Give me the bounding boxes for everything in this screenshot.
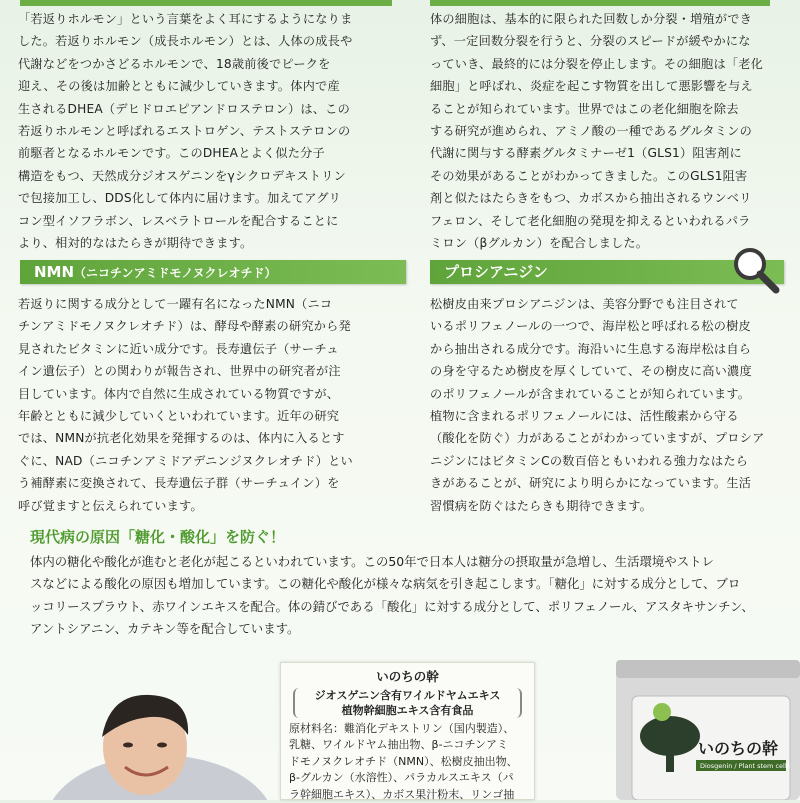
text-line: で包接加工し、DDS化して体内に届けます。加えてアグリ	[18, 187, 398, 209]
text-line: コン型イソフラボン、レスベラトロールを配合することに	[18, 210, 398, 232]
text-line: の身を守るため樹皮を厚くしていて、その樹皮に高い濃度	[430, 360, 795, 382]
left-top-text	[18, 8, 398, 254]
label-ingredient-line: 原材料名：難消化デキストリン（国内製造）、	[289, 721, 526, 738]
text-line: ぐに、NAD（ニコチンアミドアデニンジヌクレオチド）とい	[18, 450, 398, 472]
text-line: 生されるDHEA（デヒドロエピアンドロステロン）は、この	[18, 98, 398, 120]
label-title: いのちの幹	[289, 669, 526, 686]
text-line: う補酵素に変換されて、長寿遺伝子群（サーチュイン）を	[18, 472, 398, 494]
right-top-text	[430, 8, 795, 254]
magnifier-icon	[730, 244, 782, 296]
text-line: ミロン（βグルカン）を配合しました。	[430, 232, 795, 254]
label-subtitle-line: ジオスゲニン含有ワイルドヤムエキス	[295, 688, 520, 703]
lower-paragraph	[30, 551, 790, 641]
text-line: 代謝に関与する酵素グルタミナーゼ1（GLS1）阻害剤に	[430, 142, 795, 164]
text-line: 習慣病を防ぐはたらきも期待できます。	[430, 495, 795, 517]
label-ingredient-line: ドモノヌクレオチド（NMN）、松樹皮抽出物、	[289, 754, 526, 771]
text-line: 体内の糖化や酸化が進むと老化が起こるといわれています。この50年で日本人は糖分の摂取量が急増し、生活環境やストレ	[30, 551, 790, 573]
text-line: 若返りに関する成分として一躍有名になったNMN（ニコ	[18, 293, 398, 315]
text-line: アントシアニン、カテキン等を配合しています。	[30, 618, 790, 640]
product-label	[280, 662, 535, 800]
banner-subtitle: （ニコチンアミドモノヌクレオチド）	[74, 266, 276, 280]
text-line: その効果があることがわかってきました。このGLS1阻害	[430, 165, 795, 187]
text-line: 代謝などをつかさどるホルモンで、18歳前後でピークを	[18, 53, 398, 75]
text-line: 目しています。体内で自然に生成されている物質ですが、	[18, 383, 398, 405]
text-line: 植物に含まれるポリフェノールには、活性酸素から守る	[430, 405, 795, 427]
text-line: 体の細胞は、基本的に限られた回数しか分裂・増殖ができ	[430, 8, 795, 30]
top-banner-right-remnant	[430, 0, 770, 6]
label-ingredient-line: ラ幹細胞エキス）、カボス果汁粉末、リンゴ抽	[289, 787, 526, 803]
banner-title: プロシアニジン	[444, 263, 548, 281]
package-brand: いのちの幹	[698, 739, 778, 758]
text-line: では、NMNが抗老化効果を発揮するのは、体内に入るとす	[18, 427, 398, 449]
text-line: フェロン、そして老化細胞の発現を抑えるといわれるパラ	[430, 210, 795, 232]
text-line: 若返りホルモンと呼ばれるエストロゲン、テストステロンの	[18, 120, 398, 142]
text-line: チンアミドモノヌクレオチド）は、酵母や酵素の研究から発	[18, 315, 398, 337]
text-line: のポリフェノールが含まれていることが知られています。	[430, 383, 795, 405]
text-line: 前駆者となるホルモンです。このDHEAとよく似た分子	[18, 142, 398, 164]
label-subtitle-line: 植物幹細胞エキス含有食品	[295, 703, 520, 718]
top-banner-left-remnant	[20, 0, 392, 6]
label-subtitle	[293, 688, 522, 718]
text-line: 呼び覚ますと伝えられています。	[18, 495, 398, 517]
text-line: ず、一定回数分裂を行うと、分裂のスピードが緩やかにな	[430, 30, 795, 52]
text-line: イン遺伝子）との関わりが報告され、世界中の研究者が注	[18, 360, 398, 382]
nmn-section-banner	[20, 260, 406, 284]
label-ingredient-line: β-グルカン（水溶性）、パラカルスエキス（パ	[289, 770, 526, 787]
leaf-badge-icon	[653, 703, 671, 721]
label-ingredient-line: 乳糖、ワイルドヤム抽出物、β-ニコチンアミ	[289, 737, 526, 754]
text-line: より、相対的なはたらきが期待できます。	[18, 232, 398, 254]
text-line: ッコリースプラウト、赤ワインエキスを配合。体の錆びである「酸化」に対する成分として、ポリフェノール、アスタキサンチン、	[30, 596, 790, 618]
text-line: 構造をもつ、天然成分ジオスゲニンをγシクロデキストリン	[18, 165, 398, 187]
text-line: する研究が進められ、アミノ酸の一種であるグルタミンの	[430, 120, 795, 142]
text-line: スなどによる酸化の原因も増加しています。この糖化や酸化が様々な病気を引き起こします。「糖化」に対する成分として、ブロ	[30, 573, 790, 595]
section-headline: 現代病の原因「糖化・酸化」を防ぐ！	[30, 526, 285, 547]
text-line: っていき、最終的には分裂を停止します。その細胞は「老化	[430, 53, 795, 75]
text-line: きがあることが、研究により明らかになっています。生活	[430, 472, 795, 494]
text-line: ニジンにはビタミンCの数百倍ともいわれる強力なはたら	[430, 450, 795, 472]
text-line: 迎え、その後は加齢とともに減少していきます。体内で産	[18, 75, 398, 97]
package-tagline: Diosgenin / Plant stem cells	[700, 762, 791, 770]
text-line: 剤と似たはたらきをもつ、カボスから抽出されるウンベリ	[430, 187, 795, 209]
text-line: 「若返りホルモン」という言葉をよく耳にするようになりま	[18, 8, 398, 30]
text-line: 見されたビタミンに近い成分です。長寿遺伝子（サーチュ	[18, 338, 398, 360]
person-photo	[40, 675, 270, 800]
right-mid-text	[430, 293, 795, 517]
text-line: 細胞」と呼ばれ、炎症を起こす物質を出して悪影響を与え	[430, 75, 795, 97]
product-package	[610, 656, 800, 800]
text-line: した。若返りホルモン（成長ホルモン）とは、人体の成長や	[18, 30, 398, 52]
text-line: 年齢とともに減少していくといわれています。近年の研究	[18, 405, 398, 427]
text-line: （酸化を防ぐ）力があることがわかっていますが、プロシア	[430, 427, 795, 449]
text-line: 松樹皮由来プロシアニジンは、美容分野でも注目されて	[430, 293, 795, 315]
text-line: いるポリフェノールの一つで、海岸松と呼ばれる松の樹皮	[430, 315, 795, 337]
text-line: ることが知られています。世界ではこの老化細胞を除去	[430, 98, 795, 120]
left-mid-text	[18, 293, 398, 517]
text-line: から抽出される成分です。海沿いに生息する海岸松は自ら	[430, 338, 795, 360]
banner-title: NMN	[34, 263, 74, 281]
